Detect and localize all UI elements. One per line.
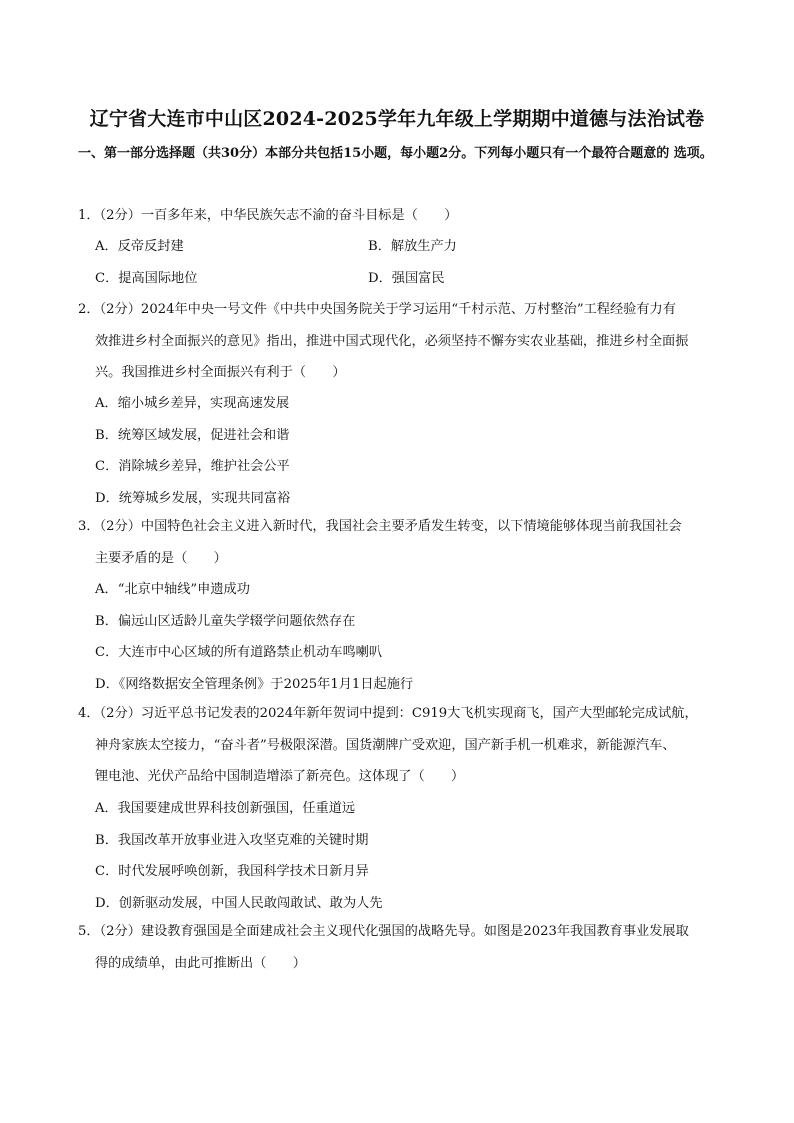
question-4-stem-line-3: 锂电池、光伏产品给中国制造增添了新亮色。这体现了（ ） [95, 769, 465, 784]
question-3-option-d[interactable]: D．《网络数据安全管理条例》于2025年1月1日起施行 [95, 676, 414, 692]
question-4-stem-line-2: 神舟家族太空接力，“奋斗者”号极限深潜。国货潮牌广受欢迎，国产新手机一机难求，新能源汽车、 [95, 737, 676, 753]
question-1-stem: 1．（2分）一百多年来，中华民族矢志不渝的奋斗目标是（ ） [78, 208, 458, 223]
question-3-option-c[interactable]: C．大连市中心区域的所有道路禁止机动车鸣喇叭 [95, 645, 383, 660]
question-2-stem-line-1: 2．（2分）2024年中央一号文件《中共中央国务院关于学习运用“千村示范、万村整治”工程经验有力有 [78, 302, 676, 317]
question-1-options [95, 231, 715, 294]
question-3-stem-line-2: 主要矛盾的是（ ） [95, 550, 227, 566]
question-5 [78, 916, 718, 979]
question-3-stem-line-1: 3．（2分）中国特色社会主义进入新时代，我国社会主要矛盾发生转变，以下情境能够体现当前我国社会 [78, 519, 682, 534]
question-4-option-b[interactable]: B．我国改革开放事业进入攻坚克难的关键时期 [95, 832, 369, 848]
question-2-options [95, 388, 715, 514]
question-4-option-a[interactable]: A．我国要建成世界科技创新强国，任重道远 [95, 801, 356, 816]
question-2-option-c[interactable]: C．消除城乡差异，维护社会公平 [95, 459, 290, 474]
section-heading-line-2: 选项。 [673, 146, 713, 161]
question-4 [78, 698, 718, 793]
question-5-stem-line-1: 5．（2分）建设教育强国是全面建成社会主义现代化强国的战略先导。如图是2023年我国教育事业发展取 [78, 924, 689, 939]
section-heading [78, 138, 718, 169]
page-title: 辽宁省大连市中山区2024-2025学年九年级上学期期中道德与法治试卷 [89, 108, 705, 130]
question-4-options [95, 793, 715, 919]
question-3-options [95, 574, 715, 700]
question-2-stem-line-2: 效推进乡村全面振兴的意见》指出，推进中国式现代化，必须坚持不懈夯实农业基础，推进乡村全面振 [95, 333, 689, 349]
question-2-option-b[interactable]: B．统筹区域发展，促进社会和谐 [95, 427, 290, 443]
question-1-option-a[interactable]: A．反帝反封建 [95, 239, 184, 254]
question-3-option-a[interactable]: A．“北京中轴线”申遗成功 [95, 582, 250, 597]
question-2-option-d[interactable]: D．统筹城乡发展，实现共同富裕 [95, 490, 291, 506]
question-4-option-c[interactable]: C．时代发展呼唤创新，我国科学技术日新月异 [95, 864, 369, 879]
question-1-option-c[interactable]: C．提高国际地位 [95, 270, 198, 286]
question-1 [78, 200, 718, 232]
question-1-option-b[interactable]: B．解放生产力 [368, 239, 457, 254]
question-4-stem-line-1: 4．（2分）习近平总书记发表的2024年新年贺词中提到：C919大飞机实现商飞，国产大型邮轮完成试航， [78, 706, 698, 721]
question-3-option-b[interactable]: B．偏远山区适龄儿童失学辍学问题依然存在 [95, 613, 356, 629]
section-heading-line-1: 一、第一部分选择题（共30分）本部分共包括15小题，每小题2分。下列每小题只有一个最符合题意的 [78, 146, 670, 161]
question-5-stem-line-2: 得的成绩单，由此可推断出（ ） [95, 955, 306, 971]
question-1-option-d[interactable]: D．强国富民 [368, 270, 445, 286]
question-2 [78, 294, 718, 389]
question-2-stem-line-3: 兴。我国推进乡村全面振兴有利于（ ） [95, 365, 346, 380]
question-2-option-a[interactable]: A．缩小城乡差异，实现高速发展 [95, 396, 290, 411]
question-4-option-d[interactable]: D．创新驱动发展，中国人民敢闯敢试、敢为人先 [95, 895, 383, 911]
question-3 [78, 511, 718, 574]
